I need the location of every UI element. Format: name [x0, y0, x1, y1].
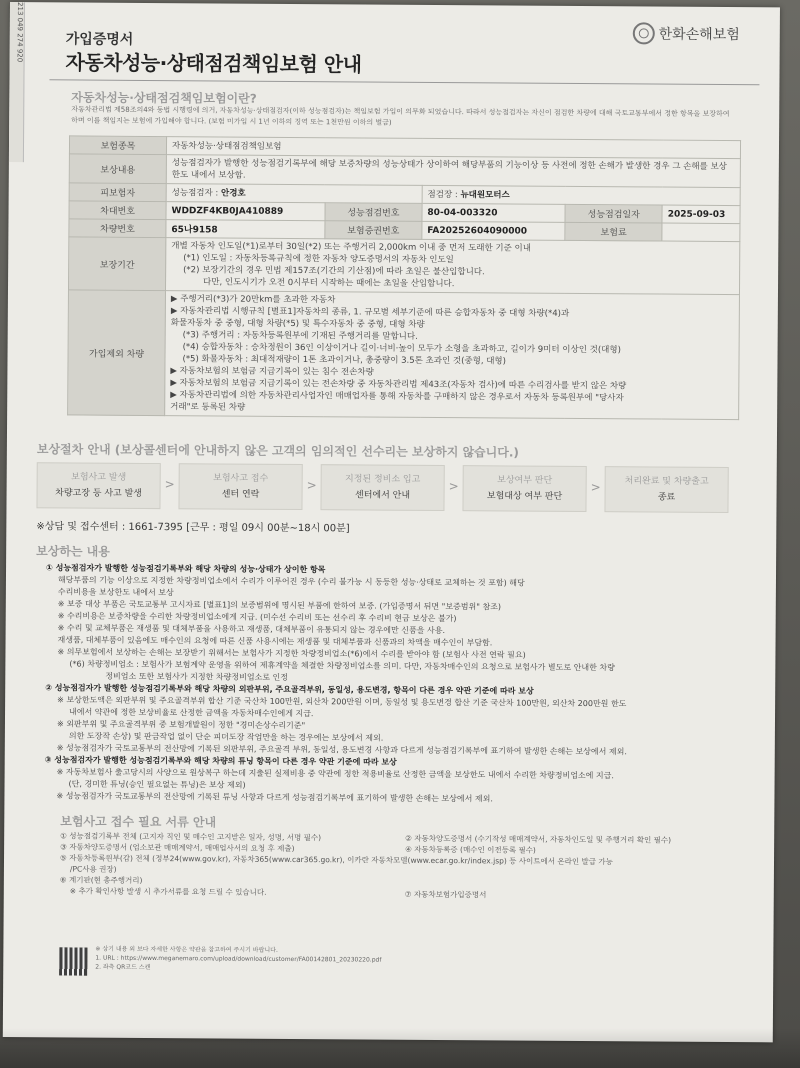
- list-item: ※ 의무보험에서 보상하는 손해는 보장받기 위해서는 보험사가 지정한 차량정비업소(*6)에서 수리를 받아야 함 (보험사 사전 연락 필요): [57, 647, 526, 660]
- list-item: 의한 도장작 손상) 및 판금작업 없이 단순 피더도장 작업만을 하는 경우에는 보상에서 제외.: [68, 731, 384, 743]
- exclusion-line: 거래"로 등록된 차량: [170, 402, 246, 413]
- list-item: (*6) 차량정비업소 : 보험사가 보험계약 운영을 위하여 제휴계약을 체결한 차량정비업소를 의미. 다만, 자동차매수인의 요청으로 보험사가 별도로 안내한 차량: [69, 659, 615, 673]
- list-item: (단, 경미한 튜닝(승인 필요없는 튜닝)은 보상 제외): [68, 779, 246, 790]
- photo-shadow: [0, 1028, 800, 1068]
- check-date-value: 2025-09-03: [662, 205, 740, 224]
- section-title-about: 자동차성능·상태점검책임보험이란?: [71, 90, 257, 106]
- insured-value: 안경호: [220, 187, 246, 199]
- footer-line: 2. 좌측 QR코드 스캔: [95, 963, 151, 972]
- premium-value: [662, 223, 740, 242]
- exclusion-line: (*3) 주행거리 : 자동차등록원부에 기재된 주행거리를 말합니다.: [182, 330, 418, 342]
- list-item: ⑥ 계기판(현 총주행거리): [59, 875, 143, 885]
- list-item: ⑦ 자동차보험가입증명서: [404, 889, 487, 900]
- list-item: ⑤ 자동차등록원부(갑) 전체 (정부24(www.gov.kr), 자동차365(www.car365.go.kr), 이카란 자동차모델(www.ecar.go.kr/index.jsp) 등 사이트에서 온라인 발급 가능: [59, 853, 613, 867]
- table-row: [69, 154, 740, 188]
- exclusion-line: ▶ 자동차보험의 보험금 지급기록이 있는 전손차량 중 자동차관리법 제43조(자동차 검사)에 따른 수리검사를 받지 않은 차량: [170, 378, 627, 392]
- list-item: ※ 외판부위 및 주요골격부위 중 보험개발원이 정한 "경미손상수리기준": [56, 719, 306, 731]
- info-table: [67, 135, 741, 420]
- page-title: 자동차성능·상태점검책임보험 안내: [65, 50, 362, 77]
- exclusion-line: ▶ 주행거리(*3)가 20만km를 초과한 자동차: [170, 294, 336, 306]
- period-label: 보장기간: [68, 237, 165, 291]
- intro-text: 자동차관리법 제58조의4와 동법 시행령에 의거, 자동차성능·상태점검자(이하 성능점검자)는 책임보험 가입이 의무화 되었습니다. 따라서 성능점검자는 자신이 점검한 차량에 대해 국토교통부에서 정한 항목을 보장하여 하며 이를 책임지는 보험에 가입해야 합니다. (보험 미가입 시 1년 이하의 징역 또는 1천만원 이하의 벌금): [71, 105, 730, 127]
- insurance-certificate-sheet: [3, 2, 780, 1042]
- list-item: 내에서 약관에 정한 보상비율로 산정한 금액을 자동차매수인에게 지급.: [69, 707, 314, 719]
- exclusion-label: 가입제외 차량: [68, 290, 166, 416]
- compensation-list: [44, 562, 736, 807]
- list-item: ※ 성능점검자가 국토교통부의 전산망에 기록된 튜닝 사항과 다르게 성능점검기록부에 표기하여 발생한 손해는 보상에서 제외.: [56, 791, 493, 804]
- station-value: 뉴대원모터스: [460, 189, 510, 200]
- list-item: ④ 자동차등록증 (매수인 이전등록 필수): [405, 844, 536, 855]
- section-title-procedure: 보상절차 안내 (보상콜센터에 안내하지 않은 고객의 임의적인 선수리는 보상하지 않습니다.): [36, 442, 519, 460]
- list-item: 재생품, 대체부품이 있음에도 매수인의 요청에 따른 신품 사용시에는 재생품 및 대체부품과 신품과의 차액을 매수인이 부담함.: [57, 635, 493, 648]
- period-line: 다만, 인도시기가 오전 0시부터 시작하는 때에는 초일을 산입합니다.: [203, 277, 455, 290]
- section-title-documents: 보험사고 접수 필요 서류 안내: [60, 814, 217, 830]
- plate-value: 65나9158: [166, 220, 325, 239]
- documents-right-column: [405, 833, 745, 902]
- check-date-label: 성능점검일자: [565, 204, 662, 223]
- doc-type: 가입증명서: [65, 31, 134, 48]
- list-item: ③ 성능점검자가 발행한 성능점검기록부와 해당 차량의 튜닝 항목이 다른 경우 약관 기준에 따라 보상: [44, 755, 397, 767]
- list-item: ① 성능점검기록부 전체 (고지자 직인 및 매수인 고지받은 일자, 성명, 서명 필수): [60, 831, 322, 843]
- hanwha-logo-icon: [633, 22, 655, 44]
- list-item: 정비업소 또한 보험사가 지정한 차량정비업소로 인정: [105, 671, 289, 682]
- check-no-label: 성능점검번호: [325, 203, 422, 222]
- list-item: ※ 추가 확인사항 발생 시 추가서류를 요청 드릴 수 있습니다.: [69, 886, 267, 897]
- station-label: 점검장 :: [427, 189, 458, 200]
- qr-code-icon: [59, 947, 87, 975]
- list-item: 수리비용을 보상한도 내에서 보상: [57, 587, 174, 598]
- period-line: (*1) 인도일 : 자동차등록규칙에 정한 자동차 양도증명서의 자동차 인도일: [183, 253, 454, 266]
- list-item: ② 자동차양도증명서 (수기작성 매매계약서, 자동차인도일 및 주행거리 확인 필수): [405, 833, 672, 845]
- vin-label: 차대번호: [69, 201, 166, 220]
- list-item: ※ 수리 및 교체부품은 재생품 및 대체부품을 사용하고 재생품, 대체부품이 유통되지 않는 경우에만 신품을 사용.: [57, 623, 446, 636]
- plate-label: 차량번호: [69, 219, 166, 238]
- check-no-value: 80-04-003320: [422, 203, 565, 222]
- documents-list: [59, 830, 750, 900]
- exclusion-line: (*4) 승합자동차 : 승차정원이 36인 이상이거나 길이·너비·높이 모두가 소형을 초과하고, 길이가 9미터 이상인 것(대형): [182, 342, 621, 356]
- list-item: ① 성능점검자가 발행한 성능점검기록부와 해당 차량의 성능·상태가 상이한 항목: [46, 563, 326, 575]
- step-box: 지정된 정비소 입고 센터에서 안내: [320, 464, 444, 511]
- step-box: 처리완료 및 차량출고 종료: [604, 466, 728, 513]
- company-logo: [633, 22, 740, 45]
- list-item: ※ 수리비용은 보증차량을 수리한 차량정비업소에게 지급. (미수선 수리비 또는 선수리 후 수리비 현금 보상은 불가): [57, 611, 457, 624]
- chevron-right-icon: >: [164, 477, 175, 492]
- insured-label: 피보험자: [69, 183, 166, 202]
- header-divider: [49, 79, 759, 85]
- list-item: ※ 성능점검자가 국토교통부의 전산망에 기록된 외판부위, 주요골격 부위, 동일성, 용도변경 사항과 다르게 성능점검기록부에 표기하여 발생한 손해는 보상에서 제외.: [56, 743, 627, 757]
- product-value: 자동차성능·상태점검책임보험: [166, 137, 740, 159]
- section-title-compensation: 보상하는 내용: [36, 544, 110, 559]
- list-item: ③ 자동차양도증명서 (업소보관 매매계약서, 매매업사서의 요청 후 제출): [60, 842, 295, 854]
- table-row: [68, 237, 739, 295]
- list-item: ※ 보상한도액은 외판부위 및 주요골격부위 합산 기준 국산차 100만원, 외산차 200만원 이며, 동일성 및 용도변경 합산 기준 국산차 100만원, 외산차 200만원 한도: [57, 695, 627, 709]
- coverage-label: 보상내용: [69, 154, 166, 184]
- policy-label: 보험증권번호: [325, 221, 422, 240]
- list-item: ※ 보증 대상 부품은 국토교통부 고시자료 [별표1]의 보증범위에 명시된 부품에 한하여 보증. (가입증명서 뒤면 "보증범위" 참조): [57, 599, 502, 612]
- chevron-right-icon: >: [306, 478, 317, 493]
- list-item: ※ 자동차보험사 출고당시의 사양으로 원상복구 하는데 지출된 실제비용 중 약관에 정한 적용비율로 산정한 금액을 보상한도 내에서 수리한 차량정비업소에 지급.: [56, 767, 614, 781]
- list-item: ② 성능점검자가 발행한 성능점검기록부와 해당 차량의 외판부위, 주요골격부위, 동일성, 용도변경, 항목이 다른 경우 약관 기준에 따라 보상: [45, 683, 534, 696]
- company-name: 한화손해보험: [658, 26, 740, 44]
- period-line: (*2) 보장기간의 경우 민법 제157조(기간의 기산점)에 따라 초일은 불산입합니다.: [183, 265, 485, 278]
- list-item: 해당부품의 기능 이상으로 지정한 차량정비업소에서 수리가 이루어진 경우 (수리 불가능 시 동등한 성능·상태로 교체하는 것 포함) 해당: [57, 575, 525, 588]
- exclusion-line: (*5) 화물자동차 : 최대적재량이 1톤 초과이거나, 총중량이 3.5톤 초과인 것(중형, 대형): [182, 354, 507, 367]
- footer-notes: [95, 945, 695, 976]
- edge-number-strip: 213 049 274 920: [9, 2, 25, 162]
- procedure-steps: [36, 462, 736, 513]
- chevron-right-icon: >: [448, 479, 459, 494]
- policy-value: FA20252604090000: [422, 221, 565, 240]
- table-row: [68, 290, 740, 420]
- exclusion-line: ▶ 자동차관리법에 의한 자동차관리사업자인 매매업자를 통해 자동차를 구매하지 않은 경우로서 자동차 등록원부에 "당사자: [170, 390, 624, 404]
- exclusion-line: 화물자동차 중 중형, 대형 차량(*5) 및 특수자동차 중 중형, 대형 차량: [170, 318, 425, 330]
- chevron-right-icon: >: [590, 480, 601, 495]
- exclusion-line: ▶ 자동차보험의 보험금 지급기록이 있는 침수 전손차량: [170, 366, 374, 378]
- step-box: 보험사고 발생 차량고장 등 사고 발생: [36, 462, 160, 509]
- footer-line: ※ 상기 내용 외 보다 자세한 사항은 약관을 참고하여 주시기 바랍니다.: [95, 945, 278, 954]
- step-box: 보상여부 판단 보험대상 여부 판단: [462, 465, 586, 512]
- contact-center: ※상담 및 접수센터 : 1661-7395 [근무 : 평일 09시 00분~18시 00분]: [36, 521, 350, 535]
- coverage-value: 성능점검자가 발행한 성능점검기록부에 해당 보증차량의 성능상태가 상이하여 해당부품의 기능이상 등 사전에 정한 손해가 발생한 경우 그 손해를 보상한도 내에서 보상함.: [166, 155, 740, 188]
- footer-line: 1. URL : https://www.meganemaro.com/upload/download/customer/FA00142801_20230220.pdf: [95, 954, 382, 964]
- period-line: 개별 자동차 인도일(*1)로부터 30일(*2) 또는 주행거리 2,000km 이내 중 먼저 도래한 기준 이내: [171, 241, 532, 254]
- vin-value: WDDZF4KB0JA410889: [166, 202, 325, 221]
- product-label: 보험종목: [69, 136, 166, 155]
- premium-label: 보험료: [565, 222, 662, 241]
- insured-sub: 성능점검자 :: [171, 187, 219, 198]
- exclusion-line: ▶ 자동차관리법 시행규칙 [별표1]자동차의 종류, 1. 규모별 세부기준에 따른 승합자동차 중 대형 차량(*4)과: [170, 306, 570, 319]
- step-box: 보험사고 접수 센터 연락: [178, 463, 302, 510]
- list-item: /PC사용 권장): [69, 864, 117, 874]
